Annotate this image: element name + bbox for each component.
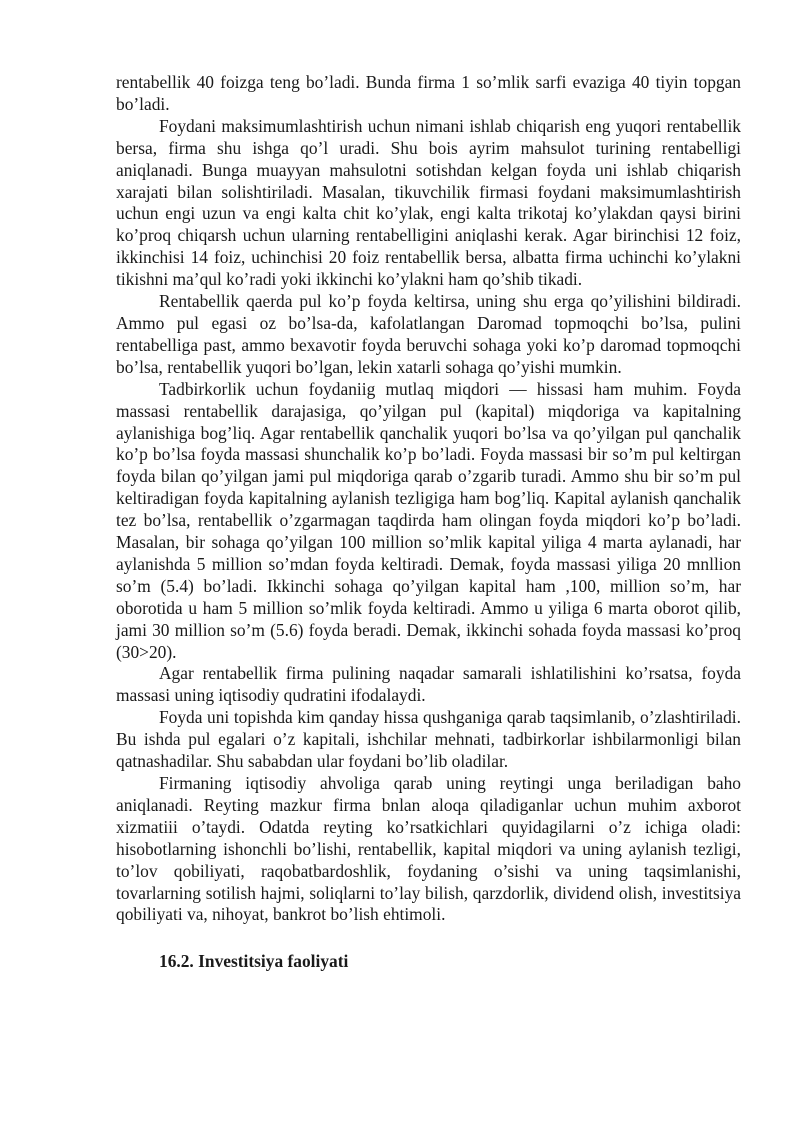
paragraph-3: Rentabellik qaerda pul ko’p foyda keltirsa, uning shu erga qo’yilishini bildiradi. Ammo pul egasi oz bo’lsa-da, kafolatlangan Daromad topmoqchi bo’lsa, pulini rentabelliga past, ammo bexavotir foyda beruvchi sohaga yoki ko’p daromad topmoqchi bo’lsa, rentabellik yuqori bo’lgan, lekin xatarli sohaga qo’yishi mumkin.: [116, 291, 741, 377]
paragraph-4: Tadbirkorlik uchun foydaniig mutlaq miqdori — hissasi ham muhim. Foyda massasi rentabellik darajasiga, qo’yilgan pul (kapital) miqdoriga va kapitalning aylanishiga bog’liq. Agar rentabellik qanchalik yuqori bo’lsa va qo’yilgan pul qanchalik ko’p bo’lsa foyda massasi shunchalik ko’p bo’ladi. Foyda massasi bir so’m pul keltirgan foyda bilan qo’yilgan jami pul miqdoriga qarab o’zgarib turadi. Ammo shu bir so’m pul keltiradigan foyda kapitalning aylanish tezligiga ham bog’liq. Kapital aylanish qanchalik tez bo’lsa, rentabellik o’zgarmagan taqdirda ham olingan foyda miqdori ko’p bo’ladi. Masalan, bir sohaga qo’yilgan 100 million so’mlik kapital yiliga 4 marta aylanadi, har aylanishda 5 million so’mdan foyda keltiradi. Demak, foyda massasi yiliga 20 mnllion so’m (5.4) bo’ladi. Ikkinchi sohaga qo’yilgan kapital ham ,100, million so’m, har oborotida u ham 5 million so’mlik foyda keltiradi. Ammo u yiliga 6 marta oborot qilib, jami 30 million so’m (5.6) foyda beradi. Demak, ikkinchi sohada foyda massasi ko’proq (30>20).: [116, 378, 741, 662]
paragraph-1: rentabellik 40 foizga teng bo’ladi. Bunda firma 1 so’mlik sarfi evaziga 40 tiyin topgan bo’ladi.: [116, 72, 741, 114]
document-body: [116, 72, 741, 973]
paragraph-2: Foydani maksimumlashtirish uchun nimani ishlab chiqarish eng yuqori rentabellik bersa, firma shu ishga qo’l uradi. Shu bois ayrim mahsulot turining rentabelligi aniqlanadi. Bunga muayyan mahsulotni sotishdan kelgan foyda uni ishlab chiqarish xarajati bilan solishtiriladi. Masalan, tikuvchilik firmasi foydani maksimumlashtirish uchun engi uzun va engi kalta chit ko’ylak, engi kalta trikotaj ko’ylakdan qaysi birini ko’proq chiqarsh uchun ularning rentabelligini aniqlashi kerak. Agar birinchisi 12 foiz, ikkinchisi 14 foiz, uchinchisi 20 foiz rentabellik bersa, albatta firma uchinchi ko’ylakni tikishni ma’qul ko’radi yoki ikkinchi ko’ylakni ham qo’shib tikadi.: [116, 115, 741, 290]
paragraph-6: Foyda uni topishda kim qanday hissa qushganiga qarab taqsimlanib, o’zlashtiriladi. Bu ishda pul egalari o’z kapitali, ishchilar mehnati, tadbirkorlar ishbilarmonligi bilan qatnashadilar. Shu sababdan ular foydani bo’lib oladilar.: [116, 707, 741, 772]
section-heading: 16.2. Investitsiya faoliyati: [159, 951, 349, 972]
paragraph-5: Agar rentabellik firma pulining naqadar samarali ishlatilishini ko’rsatsa, foyda massasi uning iqtisodiy qudratini ifodalaydi.: [116, 663, 741, 706]
paragraph-7: Firmaning iqtisodiy ahvoliga qarab uning reytingi unga beriladigan baho aniqlanadi. Reyting mazkur firma bnlan aloqa qiladiganlar uchun muhim axborot xizmatiii o’taydi. Odatda reyting ko’rsatkichlari quyidagilarni o’z ichiga oladi: hisobotlarning ishonchli bo’lishi, rentabellik, kapital miqdori va uning aylanish tezligi, to’lov qobiliyati, raqobatbardoshlik, foydaning o’sishi va uning taqsimlanishi, tovarlarning sotilish hajmi, soliqlarni to’lay bilish, qarzdorlik, dividend olish, investitsiya qobiliyati va, nihoyat, bankrot bo’lish ehtimoli.: [116, 773, 741, 925]
